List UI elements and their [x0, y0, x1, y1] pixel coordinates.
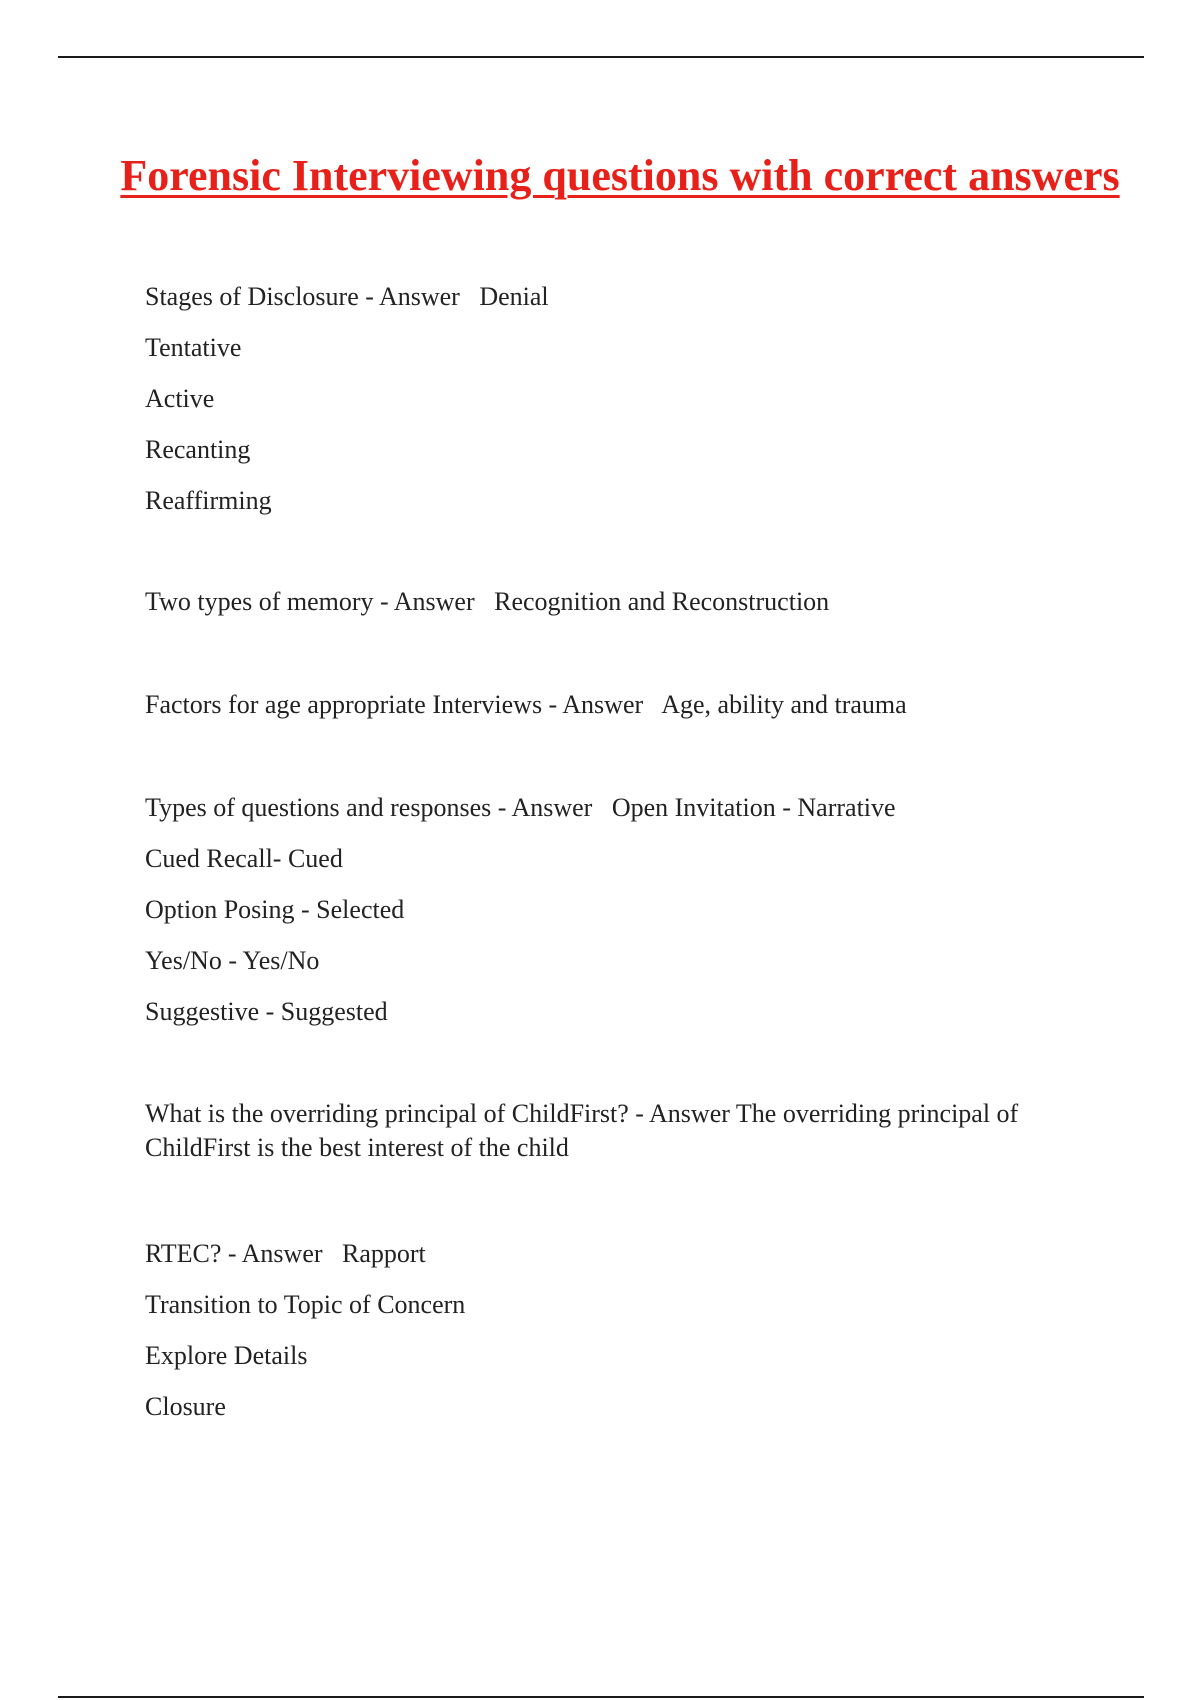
qa-question-line: Two types of memory - Answer Recognition and Reconstruction: [145, 587, 830, 616]
qa-answer-line: Tentative: [145, 333, 242, 362]
qa-answer-line: Active: [145, 384, 215, 413]
qa-answer-line: Cued Recall- Cued: [145, 844, 343, 873]
header-rule: [58, 56, 1144, 58]
document-title: Forensic Interviewing questions with correct answers: [120, 151, 1120, 200]
qa-answer-line: Suggestive - Suggested: [145, 997, 388, 1026]
qa-answer-line: Yes/No - Yes/No: [145, 946, 320, 975]
qa-question-line: Stages of Disclosure - Answer Denial: [145, 282, 549, 311]
qa-answer-line: Recanting: [145, 435, 251, 464]
qa-question-line: Types of questions and responses - Answer Open Invitation - Narrative: [145, 793, 896, 822]
qa-question-line: RTEC? - Answer Rapport: [145, 1239, 426, 1268]
qa-answer-line: Closure: [145, 1392, 226, 1421]
footer-rule: [58, 1696, 1144, 1698]
qa-answer-line: Explore Details: [145, 1341, 308, 1370]
qa-answer-line: Reaffirming: [145, 486, 272, 515]
qa-question-line: Factors for age appropriate Interviews - Answer Age, ability and trauma: [145, 690, 907, 719]
qa-paragraph: What is the overriding principal of ChildFirst? - Answer The overriding principal of ChildFirst is the best interest of the child: [145, 1099, 1019, 1162]
qa-answer-line: Option Posing - Selected: [145, 895, 405, 924]
qa-answer-line: Transition to Topic of Concern: [145, 1290, 466, 1319]
